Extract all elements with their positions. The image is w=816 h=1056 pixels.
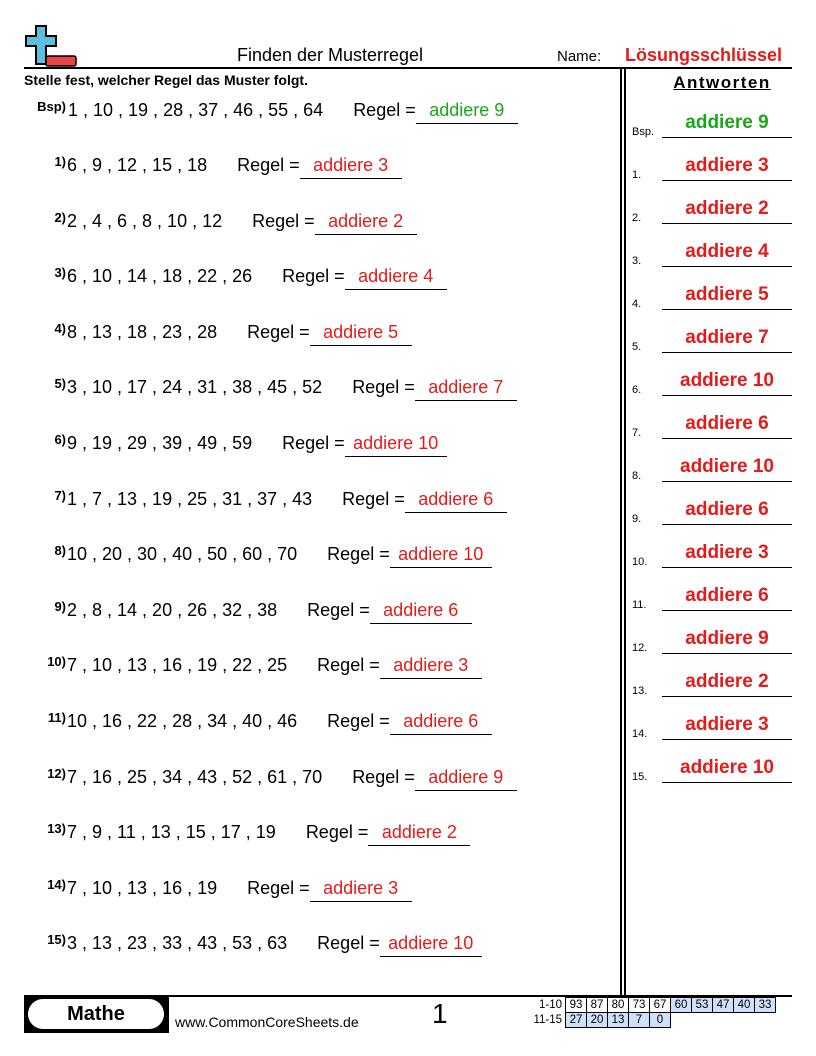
answer-key-number: 8. — [632, 470, 642, 482]
problem-row — [24, 711, 492, 735]
problem-row — [24, 489, 507, 513]
problem-number: 14) — [47, 876, 66, 892]
problem-row — [24, 600, 472, 624]
answer-key-number: 10. — [632, 556, 648, 568]
number-sequence: 1 , 10 , 19 , 28 , 37 , 46 , 55 , 64 — [68, 100, 324, 120]
number-sequence: 2 , 8 , 14 , 20 , 26 , 32 , 38 — [67, 599, 278, 620]
number-sequence: 3 , 13 , 23 , 33 , 43 , 53 , 63 — [67, 933, 288, 954]
answer-blank: addiere 5 — [310, 322, 412, 346]
answer-key-row — [632, 542, 792, 568]
answer-key-value: addiere 5 — [662, 284, 792, 310]
number-sequence: 7 , 10 , 13 , 16 , 19 — [67, 877, 218, 898]
answer-blank: addiere 2 — [368, 822, 470, 846]
answer-blank: addiere 3 — [300, 155, 402, 179]
regel-label: Regel = — [317, 933, 380, 954]
problem-row — [24, 767, 517, 791]
score-cell: 93 — [566, 998, 587, 1013]
problem-row — [24, 377, 517, 401]
answer-key-number: 12. — [632, 642, 648, 654]
answer-blank: addiere 9 — [415, 767, 517, 791]
answer-key-value: addiere 3 — [662, 155, 792, 181]
answer-key-value: addiere 9 — [662, 628, 792, 654]
problem-number: 7) — [54, 487, 66, 503]
score-cell: 80 — [608, 998, 629, 1013]
score-cell: 60 — [671, 998, 692, 1013]
answer-key-number: 2. — [632, 212, 642, 224]
regel-label: Regel = — [305, 822, 369, 843]
answer-key-row — [632, 241, 792, 267]
number-sequence: 2 , 4 , 6 , 8 , 10 , 12 — [67, 210, 223, 231]
regel-label: Regel = — [252, 210, 315, 231]
regel-label: Regel = — [317, 655, 380, 676]
number-sequence: 6 , 9 , 12 , 15 , 18 — [67, 155, 208, 175]
answer-key-value: addiere 4 — [662, 241, 792, 267]
answer-blank: addiere 2 — [315, 211, 417, 235]
problem-number: 5) — [54, 376, 66, 392]
score-row-label: 1-10 — [538, 999, 562, 1011]
problem-row — [24, 655, 482, 679]
answer-key-number: 4. — [632, 298, 642, 310]
answer-blank: addiere 3 — [380, 655, 482, 679]
answer-key-row — [632, 413, 792, 439]
problem-row — [24, 822, 470, 846]
score-row-label: 11-15 — [533, 1014, 562, 1026]
score-cell: 13 — [608, 1013, 629, 1028]
answer-blank: addiere 3 — [310, 878, 412, 902]
answer-key-value: addiere 6 — [662, 413, 792, 439]
problem-number: 6) — [54, 432, 66, 447]
problem-row — [24, 100, 518, 124]
number-sequence: 10 , 16 , 22 , 28 , 34 , 40 , 46 — [67, 711, 298, 731]
site-url: www.CommonCoreSheets.de — [175, 1014, 359, 1030]
answer-key-value: addiere 2 — [662, 198, 792, 224]
instructions: Stelle fest, welcher Regel das Muster folgt. — [24, 72, 308, 88]
column-divider — [620, 69, 622, 997]
answer-key-value: addiere 3 — [662, 714, 792, 740]
answer-key-row — [632, 456, 792, 482]
answer-key-number: 7. — [632, 427, 642, 439]
name-value: Lösungsschlüssel — [625, 45, 783, 65]
number-sequence: 10 , 20 , 30 , 40 , 50 , 60 , 70 — [67, 544, 298, 565]
answer-key-number: 6. — [632, 384, 642, 396]
score-cell: 33 — [755, 998, 776, 1013]
answers-heading: Antworten — [673, 73, 771, 92]
problem-row — [24, 155, 402, 179]
answer-key-row — [632, 671, 792, 697]
regel-label: Regel = — [247, 877, 310, 898]
number-sequence: 3 , 10 , 17 , 24 , 31 , 38 , 45 , 52 — [67, 377, 323, 398]
column-divider — [624, 69, 626, 997]
answer-key-value: addiere 6 — [662, 499, 792, 525]
answer-key-number: 9. — [632, 513, 642, 525]
score-cell: 20 — [587, 1013, 608, 1028]
answer-blank: addiere 9 — [416, 100, 518, 124]
answer-key-row — [632, 757, 792, 783]
regel-label: Regel = — [247, 321, 310, 342]
problem-number: 10) — [47, 654, 66, 670]
score-cell: 67 — [650, 998, 671, 1013]
answer-key-row — [632, 714, 792, 740]
page-number: 1 — [432, 998, 448, 1029]
answer-blank: addiere 6 — [405, 489, 507, 513]
problem-row — [24, 266, 447, 290]
problem-number: 9) — [54, 598, 66, 614]
number-sequence: 6 , 10 , 14 , 18 , 22 , 26 — [67, 266, 253, 287]
answer-key-number: 15. — [632, 771, 648, 783]
score-cell: 27 — [566, 1013, 587, 1028]
problem-number: 3) — [54, 265, 66, 281]
score-table — [528, 997, 776, 1028]
answer-key-value: addiere 10 — [662, 456, 792, 482]
score-cell: 47 — [713, 998, 734, 1013]
problem-number: 12) — [47, 765, 66, 781]
answer-blank: addiere 6 — [370, 600, 472, 624]
problem-number: 2) — [54, 209, 66, 225]
number-sequence: 8 , 13 , 18 , 23 , 28 — [67, 321, 218, 342]
answer-blank: addiere 10 — [380, 933, 482, 957]
answer-key-row — [632, 112, 792, 138]
problem-row — [24, 211, 417, 235]
answer-blank: addiere 6 — [390, 711, 492, 735]
answer-key-value: addiere 2 — [662, 671, 792, 697]
answer-key-row — [632, 499, 792, 525]
problem-row — [24, 544, 492, 568]
problem-number: 1) — [54, 154, 66, 169]
regel-label: Regel = — [282, 433, 345, 453]
answer-key-row — [632, 370, 792, 396]
answer-key-value: addiere 6 — [662, 585, 792, 611]
worksheet-title: Finden der Musterregel — [236, 45, 424, 65]
answer-key-number: 13. — [632, 685, 648, 697]
answer-key-row — [632, 284, 792, 310]
regel-label: Regel = — [327, 711, 390, 731]
answer-key-row — [632, 585, 792, 611]
answer-blank: addiere 10 — [390, 544, 492, 568]
problem-row — [24, 322, 412, 346]
score-cell: 0 — [650, 1013, 671, 1028]
answer-key-number: 11. — [632, 599, 647, 611]
regel-label: Regel = — [307, 599, 370, 620]
regel-label: Regel = — [282, 266, 345, 287]
answer-key-row — [632, 327, 792, 353]
answer-key-number: 5. — [632, 341, 642, 353]
score-cell: 40 — [734, 998, 755, 1013]
answer-key-row — [632, 155, 792, 181]
answer-key-value: addiere 7 — [662, 327, 792, 353]
problem-number: 11) — [47, 710, 66, 725]
problem-number: 13) — [47, 821, 66, 837]
number-sequence: 7 , 9 , 11 , 13 , 15 , 17 , 19 — [67, 822, 276, 843]
score-cell: 53 — [692, 998, 713, 1013]
number-sequence: 1 , 7 , 13 , 19 , 25 , 31 , 37 , 43 — [67, 488, 313, 509]
problem-number: 8) — [54, 543, 66, 559]
answer-key-number: Bsp. — [632, 126, 655, 138]
answer-key-row — [632, 198, 792, 224]
answer-blank: addiere 10 — [345, 433, 447, 457]
brand-label: Mathe — [28, 999, 164, 1029]
answer-key-number: 3. — [632, 255, 642, 267]
problem-number: 4) — [54, 320, 66, 336]
score-cell: 7 — [629, 1013, 650, 1028]
answer-key-row — [632, 628, 792, 654]
score-cell: 73 — [629, 998, 650, 1013]
answer-key-value: addiere 10 — [662, 370, 792, 396]
regel-label: Regel = — [237, 155, 300, 175]
problem-number: 15) — [47, 932, 66, 948]
answer-blank: addiere 7 — [415, 377, 517, 401]
header-divider — [24, 67, 792, 69]
regel-label: Regel = — [327, 544, 390, 565]
regel-label: Regel = — [352, 377, 415, 398]
answer-blank: addiere 4 — [345, 266, 447, 290]
score-cell: 87 — [587, 998, 608, 1013]
problem-number: Bsp) — [37, 99, 66, 114]
number-sequence: 7 , 16 , 25 , 34 , 43 , 52 , 61 , 70 — [67, 766, 323, 787]
answer-key-value: addiere 9 — [662, 112, 792, 138]
answer-key-value: addiere 10 — [662, 757, 792, 783]
problem-row — [24, 878, 412, 902]
answer-key-value: addiere 3 — [662, 542, 792, 568]
answer-key-number: 1. — [632, 169, 642, 181]
number-sequence: 9 , 19 , 29 , 39 , 49 , 59 — [67, 433, 253, 453]
regel-label: Regel = — [342, 488, 405, 509]
name-label: Name: — [557, 48, 602, 65]
regel-label: Regel = — [353, 100, 416, 120]
answer-key-number: 14. — [632, 728, 648, 740]
problem-row — [24, 933, 482, 957]
number-sequence: 7 , 10 , 13 , 16 , 19 , 22 , 25 — [67, 655, 288, 676]
regel-label: Regel = — [352, 766, 415, 787]
problem-row — [24, 433, 447, 457]
